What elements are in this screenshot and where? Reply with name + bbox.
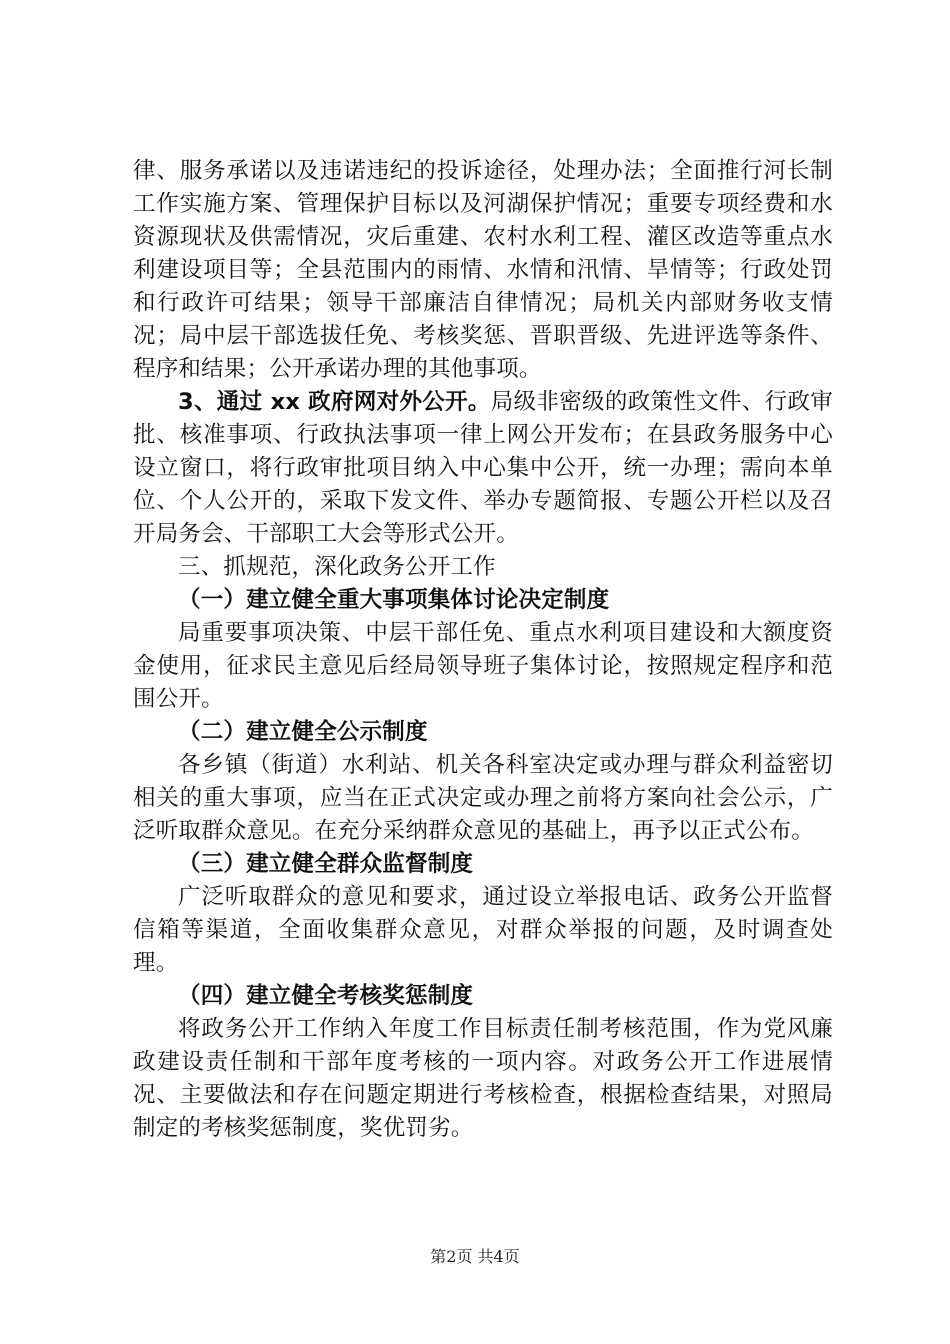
- page-footer: 第2页 共4页: [430, 1247, 520, 1266]
- subsection-heading-1: （一）建立健全重大事项集体讨论决定制度: [178, 587, 610, 613]
- subsection-body-4: 将政务公开工作纳入年度工作目标责任制考核范围，作为党风廉政建设责任制和干部年度考核的一项内容。对政务公开工作进展情况、主要做法和存在问题定期进行考核检查，根据检查结果，对照局制定的考核奖惩制度，奖优罚劣。: [133, 1016, 833, 1141]
- document-body: [133, 155, 833, 1145]
- paragraph-lead: 3、通过 xx 政府网对外公开。: [178, 389, 491, 415]
- section-heading: 三、抓规范，深化政务公开工作: [178, 554, 496, 580]
- paragraph-online-disclosure: [133, 386, 833, 551]
- subsection-body-1: 局重要事项决策、中层干部任免、重点水利项目建设和大额度资金使用，征求民主意见后经局领导班子集体讨论，按照规定程序和范围公开。: [133, 620, 833, 712]
- subsection-body-2: 各乡镇（街道）水利站、机关各科室决定或办理与群众利益密切相关的重大事项，应当在正式决定或办理之前将方案向社会公示，广泛听取群众意见。在充分采纳群众意见的基础上，再予以正式公布。: [133, 752, 833, 844]
- paragraph-continued: 律、服务承诺以及违诺违纪的投诉途径，处理办法；全面推行河长制工作实施方案、管理保护目标以及河湖保护情况；重要专项经费和水资源现状及供需情况，灾后重建、农村水利工程、灌区改造等重点水利建设项目等；全县范围内的雨情、水情和汛情、旱情等；行政处罚和行政许可结果；领导干部廉洁自律情况；局机关内部财务收支情况；局中层干部选拔任免、考核奖惩、晋职晋级、先进评选等条件、程序和结果；公开承诺办理的其他事项。: [133, 158, 833, 382]
- subsection-body-3: 广泛听取群众的意见和要求，通过设立举报电话、政务公开监督信箱等渠道，全面收集群众意见，对群众举报的问题，及时调查处理。: [133, 884, 833, 976]
- paragraph-body: 局级非密级的政策性文件、行政审批、核准事项、行政执法事项一律上网公开发布；在县政务服务中心设立窗口，将行政审批项目纳入中心集中公开，统一办理；需向本单位、个人公开的，采取下发文件、举办专题简报、专题公开栏以及召开局务会、干部职工大会等形式公开。: [133, 389, 833, 547]
- subsection-heading-4: （四）建立健全考核奖惩制度: [178, 983, 474, 1009]
- subsection-heading-3: （三）建立健全群众监督制度: [178, 851, 474, 877]
- subsection-heading-2: （二）建立健全公示制度: [178, 719, 428, 745]
